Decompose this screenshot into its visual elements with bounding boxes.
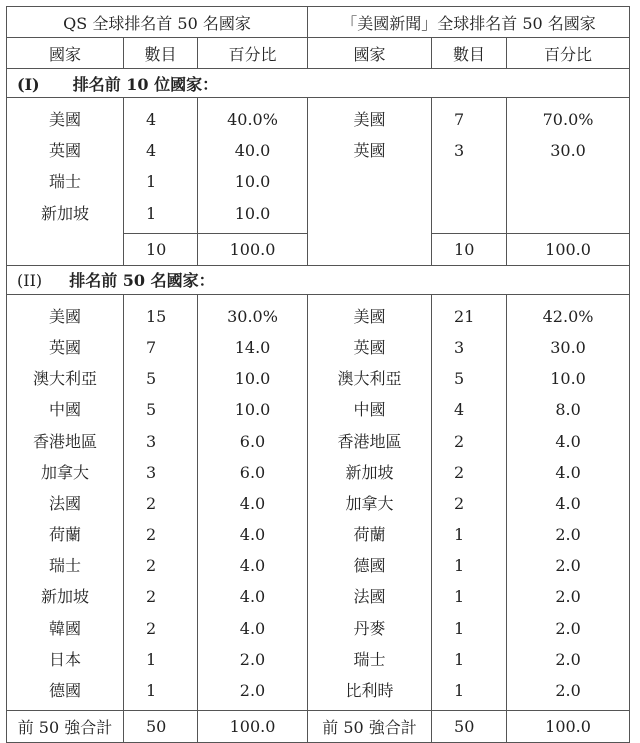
usnews-top50-percent: 30.0 xyxy=(550,337,586,357)
usnews-country-header: 國家 xyxy=(308,38,432,69)
qs-top10-country: 瑞士 xyxy=(48,172,81,192)
qs-top10-total-count: 10 xyxy=(124,233,198,265)
qs-top50-country: 法國 xyxy=(48,493,81,513)
qs-top10-country: 美國 xyxy=(48,110,81,129)
top50-total-row xyxy=(7,711,630,743)
column-header-row xyxy=(7,38,630,69)
usnews-top50-country: 比利時 xyxy=(345,681,394,700)
usnews-top50-percent: 4.0 xyxy=(555,462,581,482)
section-top50-body xyxy=(7,294,630,710)
qs-top50-country: 加拿大 xyxy=(40,462,89,482)
qs-top50-count: 2 xyxy=(146,556,157,576)
qs-top50-percent: 4.0 xyxy=(239,525,266,545)
qs-top50-count: 3 xyxy=(146,462,157,482)
qs-top50-percent: 10.0 xyxy=(234,369,271,389)
usnews-top10-counts xyxy=(432,98,507,234)
usnews-top50-percent: 2.0 xyxy=(555,587,581,607)
usnews-top10-country: 英國 xyxy=(353,141,386,161)
ranking-table-wrapper xyxy=(6,6,630,743)
usnews-top50-percent: 2.0 xyxy=(555,649,581,669)
usnews-top10-percent: 30.0 xyxy=(550,141,586,161)
usnews-top50-count: 1 xyxy=(454,587,465,607)
qs-count-header: 數目 xyxy=(124,38,198,69)
usnews-top50-count: 4 xyxy=(454,400,465,420)
usnews-percent-header: 百分比 xyxy=(507,38,630,69)
qs-top50-count: 15 xyxy=(146,306,167,326)
qs-top50-country: 韓國 xyxy=(48,618,81,638)
section-top10-header xyxy=(7,69,630,98)
qs-top50-total-count: 50 xyxy=(124,711,198,743)
qs-top50-percent: 6.0 xyxy=(239,431,266,451)
section-top10-text: 排名前 10 位國家： xyxy=(72,74,219,94)
qs-top10-counts xyxy=(124,98,198,234)
usnews-top50-count: 2 xyxy=(454,493,465,513)
usnews-top50-count: 1 xyxy=(454,556,465,576)
qs-top50-count: 5 xyxy=(146,400,157,420)
usnews-top10-percents xyxy=(507,98,630,234)
qs-top50-country: 德國 xyxy=(48,681,81,700)
qs-top50-count: 2 xyxy=(146,618,157,638)
section-top10-roman: (I) xyxy=(17,74,40,94)
qs-top50-percent: 4.0 xyxy=(239,618,266,638)
qs-top50-percent: 14.0 xyxy=(234,337,271,357)
qs-top50-percent: 4.0 xyxy=(239,556,266,576)
usnews-top10-count: 7 xyxy=(454,110,465,129)
qs-top10-percent: 40.0 xyxy=(234,141,271,161)
usnews-top50-count: 2 xyxy=(454,431,465,451)
qs-top10-percent: 10.0 xyxy=(234,172,271,192)
qs-top10-countries xyxy=(7,98,124,234)
usnews-top50-count: 2 xyxy=(454,462,465,482)
title-row xyxy=(7,7,630,38)
usnews-top10-count: 3 xyxy=(454,141,465,161)
qs-top10-percent: 40.0% xyxy=(227,110,278,129)
usnews-top50-country: 英國 xyxy=(353,337,386,357)
usnews-top50-percent: 10.0 xyxy=(550,369,586,389)
usnews-top10-total-count: 10 xyxy=(432,233,507,265)
usnews-top50-country: 荷蘭 xyxy=(353,525,386,545)
qs-top10-percents xyxy=(198,98,308,234)
qs-top50-country: 荷蘭 xyxy=(48,525,81,545)
qs-top50-percent: 2.0 xyxy=(239,649,266,669)
section-top10-label xyxy=(7,69,630,98)
qs-top50-country: 澳大利亞 xyxy=(32,369,97,389)
usnews-top50-country: 丹麥 xyxy=(353,618,386,638)
qs-top50-percent: 4.0 xyxy=(239,587,266,607)
qs-top50-percent: 2.0 xyxy=(239,681,266,700)
qs-top10-total-percent: 100.0 xyxy=(198,233,308,265)
usnews-top50-count: 1 xyxy=(454,649,465,669)
qs-top50-country: 香港地區 xyxy=(32,431,97,451)
qs-percent-header: 百分比 xyxy=(198,38,308,69)
usnews-top50-country: 新加坡 xyxy=(345,462,394,482)
usnews-top50-percents xyxy=(507,294,630,710)
usnews-top50-country: 瑞士 xyxy=(353,649,386,669)
usnews-top50-country: 法國 xyxy=(353,587,386,607)
usnews-top50-count: 1 xyxy=(454,618,465,638)
usnews-top10-percent: 70.0% xyxy=(542,110,594,129)
usnews-top50-countries xyxy=(308,294,432,710)
usnews-top50-percent: 2.0 xyxy=(555,618,581,638)
usnews-top50-total-label: 前 50 強合計 xyxy=(308,711,432,743)
usnews-top50-country: 美國 xyxy=(353,306,386,326)
qs-top50-percents xyxy=(198,294,308,710)
qs-top50-percent: 4.0 xyxy=(239,493,266,513)
usnews-top50-country: 香港地區 xyxy=(337,431,402,451)
usnews-top50-country: 澳大利亞 xyxy=(337,369,402,389)
qs-top50-country: 新加坡 xyxy=(40,587,89,607)
usnews-top50-country: 中國 xyxy=(353,400,386,420)
usnews-top50-percent: 4.0 xyxy=(555,431,581,451)
usnews-top50-percent: 2.0 xyxy=(555,525,581,545)
qs-top10-count: 4 xyxy=(146,141,157,161)
qs-top50-count: 3 xyxy=(146,431,157,451)
qs-country-header: 國家 xyxy=(7,38,124,69)
usnews-top50-count: 5 xyxy=(454,369,465,389)
qs-top50-total-label: 前 50 強合計 xyxy=(7,711,124,743)
usnews-top50-country: 加拿大 xyxy=(345,493,394,513)
qs-top50-country: 瑞士 xyxy=(48,556,81,576)
qs-top50-count: 2 xyxy=(146,493,157,513)
usnews-top50-total-count: 50 xyxy=(432,711,507,743)
qs-top50-country: 中國 xyxy=(48,400,81,420)
usnews-top50-count: 21 xyxy=(454,306,475,326)
usnews-title: 「美國新聞」全球排名首 50 名國家 xyxy=(308,7,630,38)
section-top10-body xyxy=(7,98,630,234)
usnews-top50-count: 1 xyxy=(454,525,465,545)
qs-top50-count: 1 xyxy=(146,649,157,669)
qs-top10-total-blank xyxy=(7,233,124,265)
qs-top10-country: 新加坡 xyxy=(40,203,89,223)
usnews-top50-count: 3 xyxy=(454,337,465,357)
qs-top10-count: 1 xyxy=(146,172,157,192)
qs-top50-country: 日本 xyxy=(48,649,81,669)
usnews-count-header: 數目 xyxy=(432,38,507,69)
usnews-top10-total-percent: 100.0 xyxy=(507,233,630,265)
usnews-top50-count: 1 xyxy=(454,681,465,700)
qs-top50-count: 2 xyxy=(146,525,157,545)
usnews-top50-percent: 42.0% xyxy=(542,306,594,326)
usnews-top50-percent: 2.0 xyxy=(555,556,581,576)
country-ranking-table xyxy=(6,6,630,743)
qs-top10-count: 1 xyxy=(146,203,157,223)
section-top50-header xyxy=(7,265,630,294)
qs-top50-count: 7 xyxy=(146,337,157,357)
usnews-top50-percent: 8.0 xyxy=(555,400,581,420)
qs-top50-count: 5 xyxy=(146,369,157,389)
qs-top50-percent: 10.0 xyxy=(234,400,271,420)
usnews-top10-countries xyxy=(308,98,432,266)
usnews-top50-counts xyxy=(432,294,507,710)
qs-title: QS 全球排名首 50 名國家 xyxy=(7,7,308,38)
usnews-top50-total-percent: 100.0 xyxy=(507,711,630,743)
section-top50-text: 排名前 50 名國家： xyxy=(69,271,215,291)
qs-top10-percent: 10.0 xyxy=(234,203,271,223)
usnews-top50-percent: 4.0 xyxy=(555,493,581,513)
qs-top50-country: 英國 xyxy=(48,337,81,357)
usnews-top50-percent: 2.0 xyxy=(555,681,581,700)
usnews-top50-country: 德國 xyxy=(353,556,386,576)
section-top50-label xyxy=(7,265,630,294)
qs-top50-percent: 6.0 xyxy=(239,462,266,482)
qs-top50-total-percent: 100.0 xyxy=(198,711,308,743)
qs-top50-count: 2 xyxy=(146,587,157,607)
qs-top10-country: 英國 xyxy=(48,141,81,161)
qs-top50-country: 美國 xyxy=(48,306,81,326)
qs-top50-countries xyxy=(7,294,124,710)
section-top50-roman: (II) xyxy=(17,271,43,291)
qs-top50-percent: 30.0% xyxy=(227,306,278,326)
usnews-top10-country: 美國 xyxy=(353,110,386,129)
qs-top50-counts xyxy=(124,294,198,710)
qs-top10-count: 4 xyxy=(146,110,157,129)
qs-top50-count: 1 xyxy=(146,681,157,700)
